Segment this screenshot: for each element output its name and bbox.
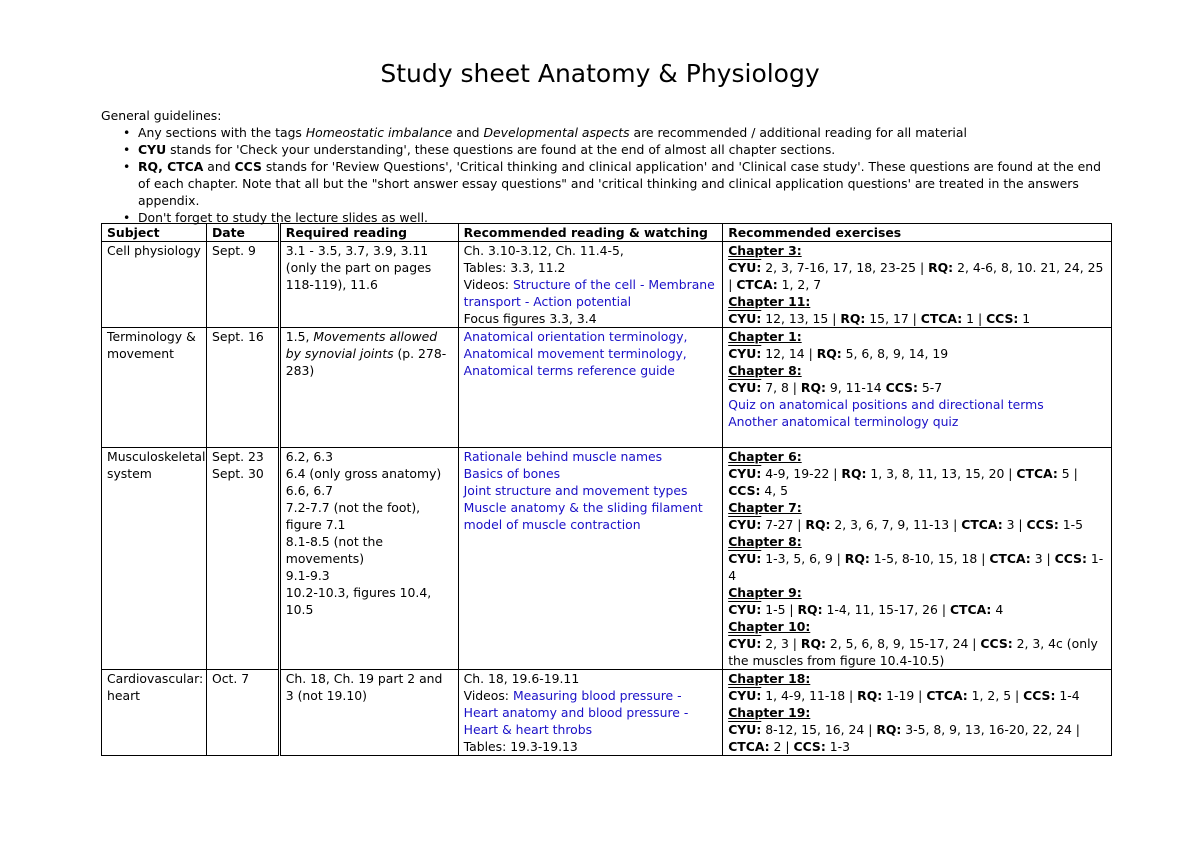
exercise-tag: CTCA: [989,551,1031,566]
resource-link[interactable]: Membrane transport [463,277,715,309]
exercise-text [728,550,1106,584]
page-title: Study sheet Anatomy & Physiology [380,59,820,88]
resource-link[interactable]: Heart & heart throbs [463,722,593,737]
exercise-tag: CCS: [728,483,761,498]
exercises-cell [723,242,1112,328]
exercise-tag: CCS: [980,636,1013,651]
required-reading-cell [279,242,458,328]
subject-cell [102,670,207,756]
date-cell [206,242,279,328]
exercise-values: 2, 3, 4c (only the muscles from figure 10.4-10.5) [728,636,1098,668]
exercise-values: 1-3, 5, 6, 9 | [761,551,845,566]
exercise-tag: RQ: [800,636,826,651]
exercise-values: 1, 2, 5 | [967,688,1024,703]
exercise-values: 1-3 [825,739,850,754]
chapter-heading: Chapter 7: [728,500,802,515]
link-separator: - [520,294,534,309]
exercise-text [728,635,1106,669]
exercise-tag: RQ: [857,688,883,703]
exercise-text [728,345,1106,362]
exercise-text [728,516,1106,533]
required-reading-cell [279,328,458,448]
required-reading-emphasis: Movements allowed by synovial joints [285,329,438,361]
exercise-tag: CYU: [728,517,762,532]
resource-link[interactable]: Quiz on anatomical positions and directional terms [728,397,1044,412]
exercise-tag: CTCA: [920,311,963,326]
chapter-heading: Chapter 3: [728,243,802,258]
recommended-reading-cell [458,448,723,670]
videos-label: Videos: [463,277,513,292]
exercise-values: 4-9, 19-22 | [761,466,842,481]
exercise-values: 9, 11-14 [825,380,886,395]
exercise-values: 1-5 | [761,602,798,617]
guidelines-list [101,124,1101,226]
guideline-emphasis: Homeostatic imbalance [305,125,453,140]
exercise-text [728,687,1106,704]
chapter-heading: Chapter 8: [728,534,802,549]
exercise-values: 1-4 [1055,688,1080,703]
subject-text: Musculoskeletal system [107,449,206,481]
exercise-values: 3-5, 8, 9, 13, 16-20, 22, 24 | [901,722,1080,737]
exercise-text [728,379,1106,396]
exercise-values: 2, 3, 7-16, 17, 18, 23-25 | [761,260,929,275]
exercise-values: 2, 3, 6, 7, 9, 11-13 | [830,517,962,532]
exercise-values: 1-4 [728,551,1104,583]
exercise-values: 5 | [1057,466,1078,481]
exercise-tag: CCS: [1026,517,1059,532]
recommended-reading-cell [458,670,723,756]
exercise-text [728,721,1106,755]
exercise-values: 2, 5, 6, 8, 9, 15-17, 24 | [825,636,981,651]
exercise-tag: RQ: [805,517,831,532]
exercise-values: 7-27 | [761,517,806,532]
videos-line [464,276,718,310]
exercise-tag: RQ: [928,260,954,275]
exercise-tag: CYU: [728,602,762,617]
exercises-cell [723,448,1112,670]
chapter-heading: Chapter 10: [728,619,811,634]
required-reading-cell [279,448,458,670]
exercises-cell [723,670,1112,756]
exercise-tag: RQ: [876,722,902,737]
exercise-values: 1-4, 11, 15-17, 26 | [822,602,950,617]
exercise-tag: RQ: [816,346,842,361]
exercise-tag: CTCA: [1016,466,1058,481]
exercise-tag: CYU: [728,551,762,566]
exercise-text [728,310,1106,327]
resource-link[interactable]: Another anatomical terminology quiz [728,414,959,429]
table-header-row [102,224,1112,242]
exercise-values: 3 | [1002,517,1027,532]
resource-link[interactable]: Heart anatomy and blood pressure [463,705,680,720]
exercise-values: 1, 2, 7 [777,277,822,292]
exercise-tag: RQ: [800,380,826,395]
exercise-values: 3 | [1030,551,1055,566]
header-date: Date [206,224,279,242]
required-reading-text: 8.1-8.5 (not the movements) [285,534,384,566]
exercise-text [728,259,1106,293]
exercise-values: 4, 5 [760,483,789,498]
resource-link[interactable]: Basics of bones [463,466,561,481]
required-reading-text: (p. 278-283) [285,346,447,378]
guideline-text: and [452,125,484,140]
date-cell [206,670,279,756]
date-text: Oct. 7 [211,671,250,686]
chapter-heading: Chapter 11: [728,294,811,309]
guideline-bold: RQ, CTCA [138,159,204,174]
exercise-tag: RQ: [840,311,866,326]
exercise-tag: CTCA: [736,277,778,292]
exercise-tag: RQ: [841,466,867,481]
required-reading-text: 6.4 (only gross anatomy) [285,466,442,481]
chapter-heading: Chapter 8: [728,363,802,378]
exercise-values: 1, 4-9, 11-18 | [761,688,858,703]
videos-line [464,687,718,738]
required-reading-text: 9.1-9.3 [285,568,330,583]
exercise-values: 8-12, 15, 16, 24 | [761,722,877,737]
date-text: Sept. 30 [211,466,264,481]
subject-cell [102,448,207,670]
spacer [728,430,1106,447]
guideline-text: and [203,159,235,174]
chapter-heading: Chapter 18: [728,671,811,686]
exercise-tag: CYU: [728,311,762,326]
exercise-tag: CYU: [728,688,762,703]
recommended-text: Ch. 18, 19.6-19.11 [463,671,580,686]
resource-link[interactable]: Rationale behind muscle names [463,449,663,464]
videos-label: Videos: [463,688,513,703]
table-row [102,448,1112,670]
exercise-values: 2, 3 | [761,636,801,651]
header-subject: Subject [102,224,207,242]
guideline-bold: CCS [234,159,262,174]
table-row [102,242,1112,328]
study-table [101,223,1112,756]
guideline-text: are recommended / additional reading for all material [629,125,967,140]
recommended-reading-cell [458,328,723,448]
chapter-heading: Chapter 6: [728,449,802,464]
resource-link[interactable]: Muscle anatomy & the sliding filament model of muscle contraction [463,500,703,532]
required-reading-cell [279,670,458,756]
chapter-heading: Chapter 9: [728,585,802,600]
exercise-tag: CCS: [793,739,826,754]
resource-link[interactable]: Structure of the cell [512,277,636,292]
exercise-values: 5-7 [917,380,943,395]
exercise-values: 1 | [962,311,987,326]
table-body [102,242,1112,756]
chapter-heading: Chapter 1: [728,329,802,344]
header-required-reading: Required reading [279,224,458,242]
header-recommended-reading: Recommended reading & watching [458,224,723,242]
guidelines [101,107,1101,226]
date-cell [206,448,279,670]
exercise-values: 12, 14 | [761,346,817,361]
guideline-text: Any sections with the tags [138,125,306,140]
required-reading-text: 7.2-7.7 (not the foot), figure 7.1 [285,500,421,532]
exercise-tag: CYU: [728,722,762,737]
required-reading-text: 10.2-10.3, figures 10.4, 10.5 [285,585,432,617]
exercise-values: 5, 6, 8, 9, 14, 19 [841,346,949,361]
guideline-item [138,141,1101,158]
date-cell [206,328,279,448]
required-reading-text: Ch. 18, Ch. 19 part 2 and 3 (not 19.10) [285,671,443,703]
exercise-tag: CYU: [728,346,762,361]
exercise-values: 2, 4-6, 8, 10. 21, 24, 25 | [728,260,1104,292]
exercise-tag: RQ: [797,602,823,617]
required-reading-text: 6.2, 6.3 [285,449,334,464]
guideline-text: stands for 'Review Questions', 'Critical thinking and clinical application' and 'Clinical case study'. These questions are found at the end of each chapter. Note that all but the "short answer essay questions" and 'critical thinking and clinical application questions' are treated in the answers appendix. [138,159,1101,208]
guideline-bold: CYU [138,142,167,157]
resource-link[interactable]: Anatomical movement terminology, [463,346,687,361]
exercises-cell [723,328,1112,448]
exercise-tag: CCS: [1054,551,1087,566]
exercise-tag: CYU: [728,466,762,481]
link-separator: - [636,277,649,292]
resource-link[interactable]: Measuring blood pressure [512,688,674,703]
required-reading-text: 1.5, [285,329,314,344]
exercise-values: 7, 8 | [761,380,801,395]
recommended-text: Ch. 3.10-3.12, Ch. 11.4-5, [463,243,624,258]
link-separator: - [673,688,682,703]
exercise-values: 1 [1018,311,1031,326]
subject-cell [102,328,207,448]
exercise-text [728,465,1106,499]
guideline-emphasis: Developmental aspects [483,125,630,140]
subject-cell [102,242,207,328]
exercise-tag: CTCA: [961,517,1003,532]
subject-text: Cardiovascular: heart [107,671,204,703]
table-row [102,670,1112,756]
exercise-text [728,601,1106,618]
guideline-text: Don't forget to study the lecture slides as well. [138,210,428,225]
required-reading-text: 3.1 - 3.5, 3.7, 3.9, 3.11 (only the part on pages 118-119), 11.6 [285,243,432,292]
exercise-tag: CYU: [728,636,762,651]
guideline-text: stands for 'Check your understanding', these questions are found at the end of almost all chapter sections. [166,142,836,157]
guideline-item [138,158,1101,209]
subject-text: Terminology & movement [107,329,196,361]
exercise-tag: CTCA: [926,688,968,703]
exercise-values: 1-19 | [882,688,927,703]
exercise-values: 4 [991,602,1004,617]
exercise-tag: CCS: [1023,688,1056,703]
table-row [102,328,1112,448]
subject-text: Cell physiology [107,243,201,258]
date-text: Sept. 23 [211,449,264,464]
exercise-tag: CYU: [728,380,762,395]
resource-link[interactable]: Joint structure and movement types [463,483,688,498]
exercise-tag: CCS: [986,311,1019,326]
recommended-text: Focus figures 3.3, 3.4 [463,311,597,326]
exercise-tag: CTCA: [949,602,992,617]
recommended-reading-cell [458,242,723,328]
exercise-values: 12, 13, 15 | [761,311,841,326]
header-recommended-exercises: Recommended exercises [723,224,1112,242]
date-text: Sept. 9 [211,243,256,258]
exercise-tag: CYU: [728,260,762,275]
required-reading-text: 6.6, 6.7 [285,483,334,498]
exercise-values: 1, 3, 8, 11, 13, 15, 20 | [866,466,1017,481]
resource-link[interactable]: Anatomical terms reference guide [463,363,675,378]
exercise-values: 1-5, 8-10, 15, 18 | [869,551,990,566]
recommended-text: Tables: 19.3-19.13 [463,739,578,754]
guideline-item [138,124,1101,141]
exercise-values: 1-5 [1058,517,1084,532]
date-text: Sept. 16 [211,329,264,344]
resource-link[interactable]: Anatomical orientation terminology, [463,329,688,344]
recommended-text: Tables: 3.3, 11.2 [463,260,566,275]
guidelines-heading: General guidelines: [101,108,222,123]
exercise-tag: RQ: [844,551,870,566]
resource-link[interactable]: Action potential [533,294,632,309]
link-separator: - [679,705,689,720]
exercise-tag: CTCA: [728,739,770,754]
exercise-tag: CCS: [885,380,918,395]
exercise-values: 15, 17 | [865,311,921,326]
chapter-heading: Chapter 19: [728,705,811,720]
exercise-values: 2 | [769,739,794,754]
